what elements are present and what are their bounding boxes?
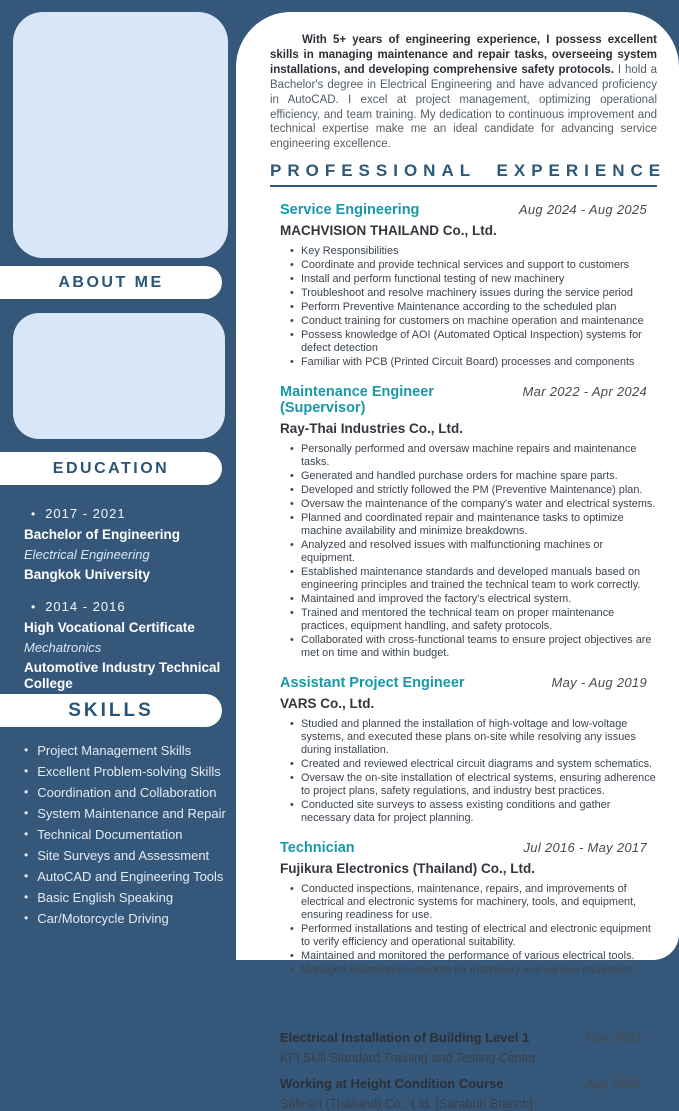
training-course-name: Working at Height Condition Course <box>280 1076 504 1092</box>
education-school: Automotive Industry Technical College <box>24 659 221 691</box>
job-bullet: • Conducted site surveys to assess existing conditions and gather necessary data for project planning. <box>301 799 657 825</box>
job-bullet: • Established maintenance standards and developed manuals based on engineering principles and trained the technical team to work correctly. <box>301 566 657 592</box>
job-header <box>280 675 657 691</box>
job-bullet: • Familiar with PCB (Printed Circuit Board) processes and components <box>301 356 657 369</box>
bullet-dot-icon: • <box>24 806 29 820</box>
job-bullet: • Perform Preventive Maintenance according to the scheduled plan <box>301 301 657 314</box>
skill-item <box>24 765 229 779</box>
skills-list <box>24 744 229 933</box>
job-role: Service Engineering <box>280 202 420 219</box>
skill-item-label: System Maintenance and Repair <box>37 806 226 821</box>
about-me-summary <box>270 33 657 152</box>
sidebar-section-education <box>0 452 222 485</box>
sidebar-section-skills <box>0 694 222 727</box>
training-course-org: Safesiri (Thailand) Co., Ltd. [Saraburi Branch] <box>280 1097 533 1111</box>
education-degree: Bachelor of Engineering <box>24 527 181 542</box>
education-field: Mechatronics <box>24 639 102 655</box>
education-years-text: 2017 - 2021 <box>45 506 126 521</box>
training-entry <box>270 1030 657 1065</box>
training-row <box>280 1030 657 1045</box>
job-dates: Mar 2022 - Apr 2024 <box>522 384 647 400</box>
training-course-org: KFI Skill Standard Training and Testing Center <box>280 1051 537 1066</box>
bullet-dot-icon: • <box>24 890 29 904</box>
job-role: Assistant Project Engineer <box>280 675 465 692</box>
job-bullet-list <box>280 718 657 825</box>
job-bullet-list <box>280 883 657 977</box>
job-bullet: • Conduct training for customers on machine operation and maintenance <box>301 315 657 328</box>
job-bullet: • Studied and planned the installation of high-voltage and low-voltage systems, and executed these plans on-site while resolving any issues during installation. <box>301 718 657 757</box>
job-bullet: • Developed and strictly followed the PM (Preventive Maintenance) plan. <box>301 484 657 497</box>
job-role: Technician <box>280 840 355 857</box>
job-entry-service-engineering <box>270 202 657 369</box>
skill-item-label: Basic English Speaking <box>37 890 174 905</box>
job-bullet: • Analyzed and resolved issues with malfunctioning machines or equipment. <box>301 539 657 565</box>
job-entry-maintenance-engineer <box>270 384 657 660</box>
job-bullet: • Oversaw the maintenance of the company's water and electrical systems. <box>301 498 657 511</box>
skill-item-label: AutoCAD and Engineering Tools <box>37 869 224 884</box>
job-dates: May - Aug 2019 <box>551 675 647 691</box>
education-field: Electrical Engineering <box>24 547 150 562</box>
job-bullet: • Oversaw the on-site installation of electrical systems, ensuring adherence to project plans, safety regulations, and industry best practices. <box>301 772 657 798</box>
job-bullet-list <box>280 245 657 369</box>
about-me-label: ABOUT ME <box>58 273 164 291</box>
main-panel <box>236 12 679 1111</box>
skill-item <box>24 891 229 905</box>
job-bullet: • Planned and coordinated repair and maintenance tasks to optimize machine availability and minimize breakdowns. <box>301 512 657 538</box>
skill-item <box>24 828 229 842</box>
job-bullet: • Created and reviewed electrical circuit diagrams and system schematics. <box>301 758 657 771</box>
job-company: Fujikura Electronics (Thailand) Co., Ltd. <box>280 861 536 877</box>
job-bullet: • Conducted inspections, maintenance, repairs, and improvements of electrical and electronic systems for machinery, tools, and equipment, ensuring readiness for use. <box>301 883 657 922</box>
bullet-dot-icon: • <box>24 785 29 799</box>
training-course-name: Electrical Installation of Building Level 1 <box>280 1030 530 1046</box>
job-header <box>280 202 657 218</box>
job-bullet: • Personally performed and oversaw machine repairs and maintenance tasks. <box>301 443 657 469</box>
job-bullet: • Maintained and improved the factory's electrical system. <box>301 593 657 606</box>
job-bullet: • Coordinate and provide technical services and support to customers <box>301 259 657 272</box>
skill-item-label: Excellent Problem-solving Skills <box>37 764 221 779</box>
about-info-placeholder <box>13 313 225 439</box>
skill-item-label: Car/Motorcycle Driving <box>37 911 169 926</box>
education-list <box>24 506 224 708</box>
job-bullet: • Managed maintenance records for machinery and various equipment. <box>301 964 657 977</box>
skill-item <box>24 849 229 863</box>
job-company: MACHVISION THAILAND Co., Ltd. <box>280 223 497 239</box>
education-years <box>24 599 224 614</box>
training-course-date: Aug 2022 <box>585 1076 641 1092</box>
skill-item-label: Coordination and Collaboration <box>37 785 217 800</box>
skill-item <box>24 786 229 800</box>
job-entry-assistant-project-engineer <box>270 675 657 825</box>
summary-rest-text: I hold a Bachelor's degree in Electrical Engineering and have advanced proficiency in AutoCAD. I excel at project management, optimizing operational efficiency, and team training. My dedication to continuous improvement and technical expertise make me an ideal candidate for advancing service engineering excellence. <box>270 63 658 151</box>
education-label: EDUCATION <box>52 459 170 477</box>
training-courses-heading: TRAINING COURSES <box>270 993 657 1019</box>
training-course-date: Nov 2023 <box>585 1030 641 1046</box>
bullet-dot-icon: • <box>24 848 29 862</box>
bullet-dot-icon: • <box>24 911 29 925</box>
job-role: Maintenance Engineer (Supervisor) <box>280 384 434 417</box>
summary-lead-text: With 5+ years of engineering experience, I possess excellent skills in managing maintenance and repair tasks, overseeing system installations, and developing comprehensive safety protocols. <box>270 34 657 76</box>
professional-experience-heading: PROFESSIONAL EXPERIENCE <box>270 161 657 187</box>
education-entry <box>24 599 224 693</box>
job-bullet: • Collaborated with cross-functional teams to ensure project objectives are met on time and within budget. <box>301 634 657 660</box>
bullet-dot-icon: • <box>24 827 29 841</box>
education-degree: High Vocational Certificate <box>24 619 195 635</box>
sidebar-section-about-me <box>0 266 222 299</box>
job-bullet: • Maintained and monitored the performance of various electrical tools. <box>301 950 657 963</box>
skill-item-label: Project Management Skills <box>37 743 192 758</box>
education-school: Bangkok University <box>24 567 151 582</box>
job-bullet: • Key Responsibilities <box>301 245 657 258</box>
job-dates: Jul 2016 - May 2017 <box>523 840 647 856</box>
bullet-dot-icon: • <box>31 599 37 614</box>
profile-photo-placeholder <box>13 12 228 258</box>
skills-label: SKILLS <box>68 699 154 721</box>
education-entry <box>24 506 224 584</box>
training-entry <box>270 1076 657 1111</box>
education-years-text: 2014 - 2016 <box>45 598 126 614</box>
job-bullet: • Possess knowledge of AOI (Automated Optical Inspection) systems for defect detection <box>301 329 657 355</box>
job-entry-technician <box>270 840 657 977</box>
bullet-dot-icon: • <box>24 743 29 757</box>
job-bullet: • Trained and mentored the technical team on proper maintenance practices, equipment handling, and safety protocols. <box>301 607 657 633</box>
bullet-dot-icon: • <box>31 507 37 521</box>
bullet-dot-icon: • <box>24 869 29 883</box>
job-header <box>280 840 657 856</box>
main-content <box>236 12 679 1111</box>
job-bullet-list <box>280 443 657 660</box>
job-header <box>280 384 657 416</box>
job-bullet: • Install and perform functional testing of new machinery <box>301 273 657 286</box>
job-company: VARS Co., Ltd. <box>280 696 375 712</box>
skill-item-label: Technical Documentation <box>37 827 183 842</box>
skill-item <box>24 807 229 821</box>
sidebar <box>0 0 236 960</box>
skill-item <box>24 744 229 758</box>
skill-item <box>24 870 229 884</box>
skill-item <box>24 912 229 926</box>
job-bullet: • Generated and handled purchase orders for machine spare parts. <box>301 470 657 483</box>
training-row <box>280 1076 657 1091</box>
job-bullet: • Troubleshoot and resolve machinery issues during the service period <box>301 287 657 300</box>
job-company: Ray-Thai Industries Co., Ltd. <box>280 421 464 437</box>
education-years <box>24 506 224 521</box>
job-bullet: • Performed installations and testing of electrical and electronic equipment to verify efficiency and operational suitability. <box>301 923 657 949</box>
skill-item-label: Site Surveys and Assessment <box>37 848 210 863</box>
bullet-dot-icon: • <box>24 764 29 778</box>
job-dates: Aug 2024 - Aug 2025 <box>518 202 647 218</box>
